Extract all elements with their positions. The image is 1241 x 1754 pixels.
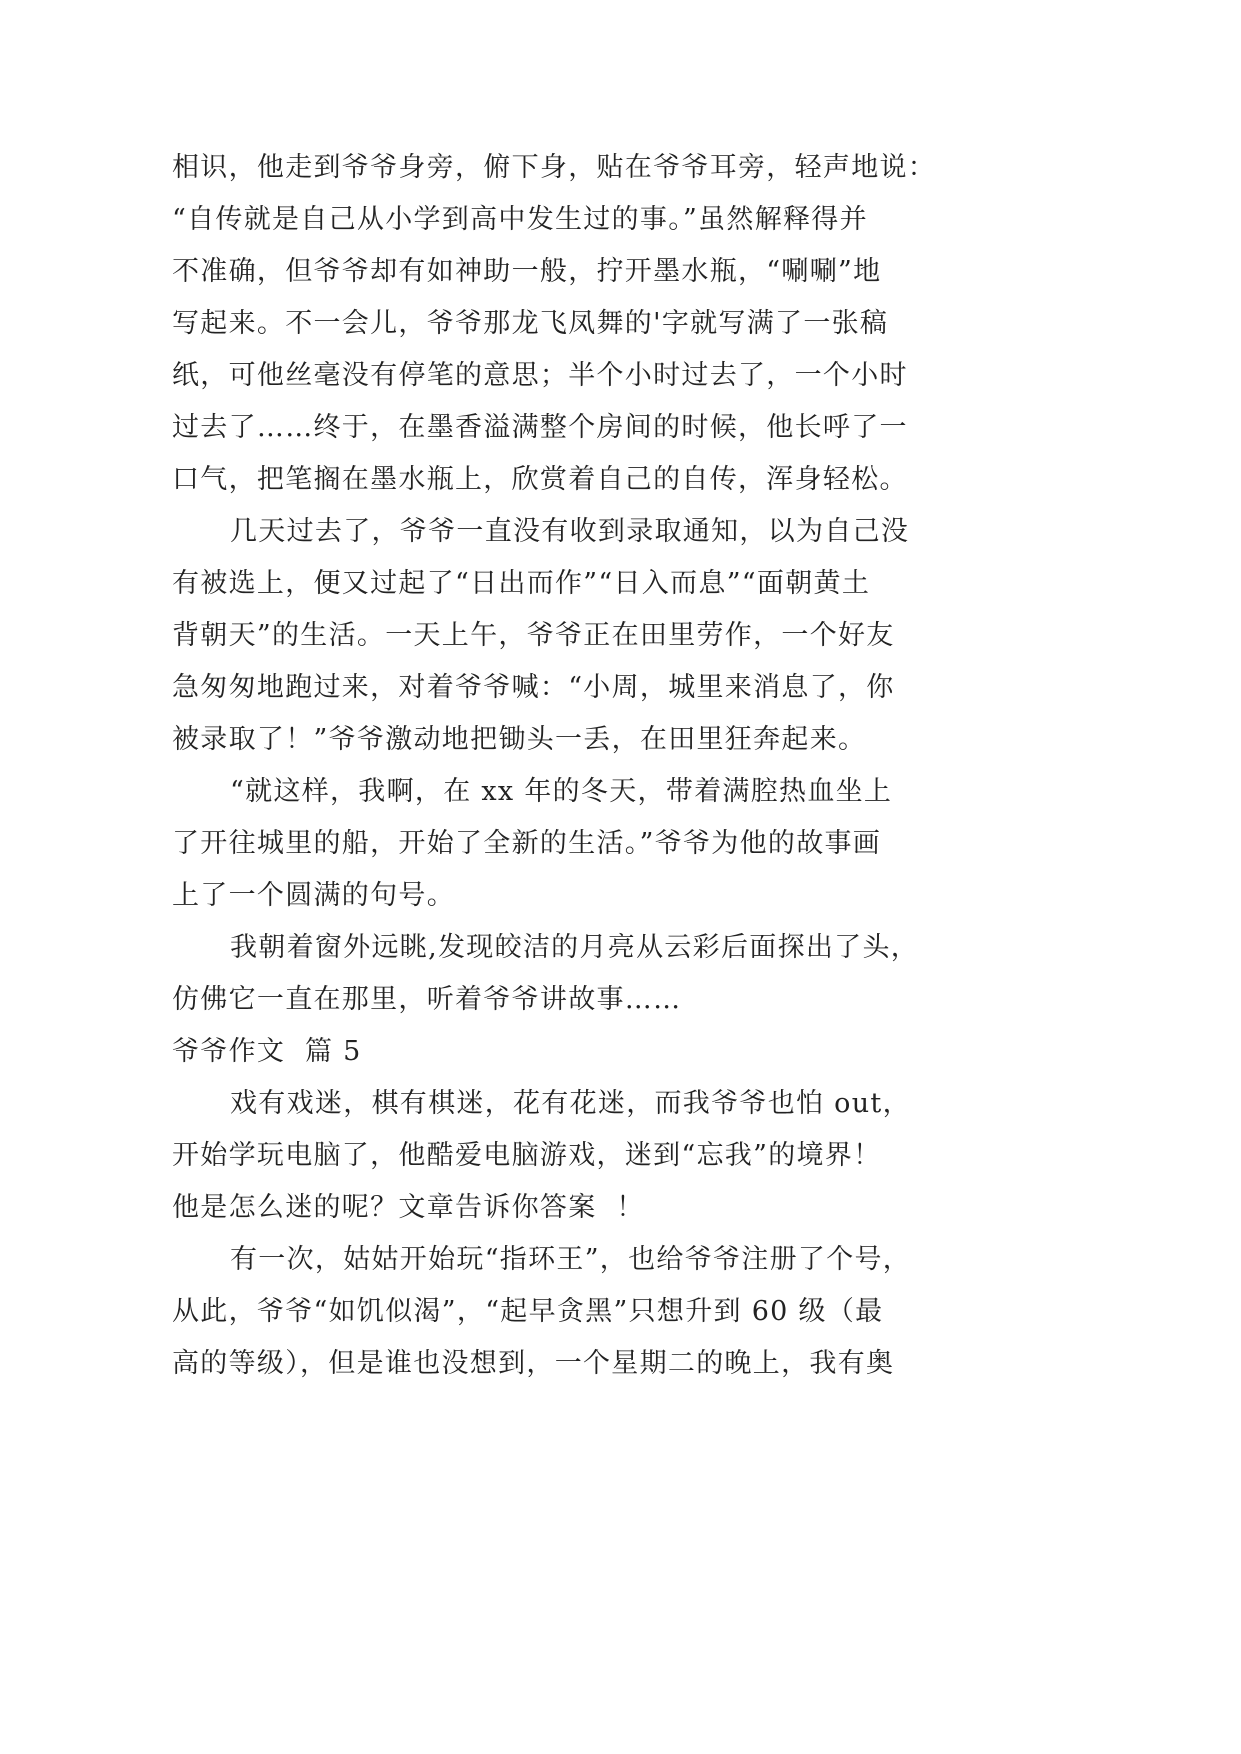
- section-heading: 爷爷作文 篇 5: [172, 1036, 362, 1067]
- text-line: 几天过去了，爷爷一直没有收到录取通知，以为自己没: [230, 516, 910, 547]
- text-line: 他是怎么迷的呢？文章告诉你答案 ！: [172, 1192, 645, 1223]
- text-line: 了开往城里的船，开始了全新的生活。”爷爷为他的故事画: [172, 828, 882, 859]
- text-line: 急匆匆地跑过来，对着爷爷喊：“小周，城里来消息了，你: [172, 672, 895, 703]
- document-body: [172, 142, 972, 1390]
- paragraph: [172, 506, 972, 766]
- paragraph: [172, 766, 972, 922]
- paragraph: [172, 1234, 972, 1390]
- text-line: 有一次，姑姑开始玩“指环王”，也给爷爷注册了个号，: [230, 1244, 912, 1275]
- paragraph: [172, 142, 972, 506]
- text-line: 过去了……终于，在墨香溢满整个房间的时候，他长呼了一: [172, 412, 908, 443]
- text-line: 背朝天”的生活。一天上午，爷爷正在田里劳作，一个好友: [172, 620, 895, 651]
- paragraph: [172, 922, 972, 1026]
- text-line: 纸，可他丝毫没有停笔的意思；半个小时过去了，一个小时: [172, 360, 908, 391]
- text-line: “自传就是自己从小学到高中发生过的事。”虽然解释得并: [172, 204, 868, 235]
- text-line: “就这样，我啊，在 xx 年的冬天，带着满腔热血坐上: [230, 776, 893, 807]
- text-line: 不准确，但爷爷却有如神助一般，拧开墨水瓶，“唰唰”地: [172, 256, 882, 287]
- text-line: 有被选上，便又过起了“日出而作”“日入而息”“面朝黄土: [172, 568, 871, 599]
- text-line: 写起来。不一会儿，爷爷那龙飞凤舞的'字就写满了一张稿: [172, 308, 889, 339]
- paragraph: [172, 1078, 972, 1234]
- text-line: 我朝着窗外远眺,发现皎洁的月亮从云彩后面探出了头，: [230, 932, 920, 963]
- text-line: 从此，爷爷“如饥似渴”，“起早贪黑”只想升到 60 级（最: [172, 1296, 884, 1327]
- text-line: 被录取了！”爷爷激动地把锄头一丢，在田里狂奔起来。: [172, 724, 867, 755]
- text-line: 开始学玩电脑了，他酷爱电脑游戏，迷到“忘我”的境界！: [172, 1140, 882, 1171]
- text-line: 戏有戏迷，棋有棋迷，花有花迷，而我爷爷也怕 out，: [230, 1088, 911, 1119]
- text-line: 口气，把笔搁在墨水瓶上，欣赏着自己的自传，浑身轻松。: [172, 464, 908, 495]
- text-line: 高的等级），但是谁也没想到，一个星期二的晚上，我有奥: [172, 1348, 895, 1379]
- text-line: 上了一个圆满的句号。: [172, 880, 455, 911]
- text-line: 仿佛它一直在那里，听着爷爷讲故事……: [172, 984, 682, 1015]
- text-line: 相识，他走到爷爷身旁，俯下身，贴在爷爷耳旁，轻声地说：: [172, 152, 937, 183]
